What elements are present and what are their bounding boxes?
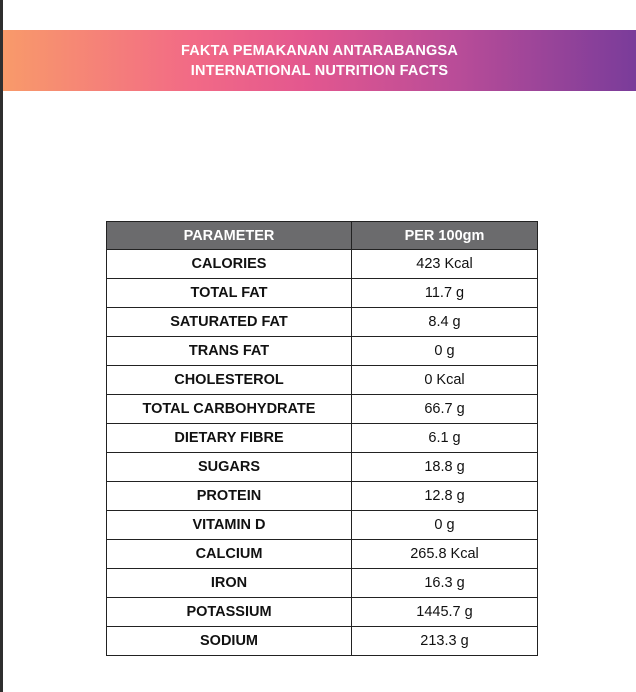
nutrition-banner bbox=[3, 30, 636, 91]
row-value: 213.3 g bbox=[352, 627, 538, 656]
row-value: 16.3 g bbox=[352, 569, 538, 598]
nutrition-table bbox=[106, 221, 538, 656]
column-header-per-100gm: PER 100gm bbox=[352, 222, 538, 250]
row-value: 0 g bbox=[352, 337, 538, 366]
row-parameter: POTASSIUM bbox=[107, 598, 352, 627]
column-header-parameter: PARAMETER bbox=[107, 222, 352, 250]
row-value: 11.7 g bbox=[352, 279, 538, 308]
table-row bbox=[107, 337, 538, 366]
table-row bbox=[107, 511, 538, 540]
row-parameter: VITAMIN D bbox=[107, 511, 352, 540]
row-parameter: SATURATED FAT bbox=[107, 308, 352, 337]
table-row bbox=[107, 250, 538, 279]
table-row bbox=[107, 569, 538, 598]
row-value: 12.8 g bbox=[352, 482, 538, 511]
table-row bbox=[107, 627, 538, 656]
table-header-row bbox=[107, 222, 538, 250]
table-row bbox=[107, 308, 538, 337]
row-value: 0 g bbox=[352, 511, 538, 540]
row-parameter: TOTAL FAT bbox=[107, 279, 352, 308]
table-row bbox=[107, 424, 538, 453]
row-value: 0 Kcal bbox=[352, 366, 538, 395]
row-parameter: TOTAL CARBOHYDRATE bbox=[107, 395, 352, 424]
row-parameter: PROTEIN bbox=[107, 482, 352, 511]
table-row bbox=[107, 366, 538, 395]
row-value: 18.8 g bbox=[352, 453, 538, 482]
row-value: 66.7 g bbox=[352, 395, 538, 424]
row-value: 423 Kcal bbox=[352, 250, 538, 279]
row-value: 8.4 g bbox=[352, 308, 538, 337]
page-left-edge bbox=[0, 0, 3, 692]
banner-title-english: INTERNATIONAL NUTRITION FACTS bbox=[190, 63, 449, 79]
top-strip bbox=[3, 0, 636, 30]
row-value: 6.1 g bbox=[352, 424, 538, 453]
table-row bbox=[107, 540, 538, 569]
row-parameter: CALCIUM bbox=[107, 540, 352, 569]
banner-title-malay: FAKTA PEMAKANAN ANTARABANGSA bbox=[180, 43, 459, 59]
row-parameter: SUGARS bbox=[107, 453, 352, 482]
row-parameter: DIETARY FIBRE bbox=[107, 424, 352, 453]
table-row bbox=[107, 482, 538, 511]
row-parameter: CALORIES bbox=[107, 250, 352, 279]
row-parameter: SODIUM bbox=[107, 627, 352, 656]
table-row bbox=[107, 598, 538, 627]
row-parameter: IRON bbox=[107, 569, 352, 598]
row-parameter: TRANS FAT bbox=[107, 337, 352, 366]
row-parameter: CHOLESTEROL bbox=[107, 366, 352, 395]
table-row bbox=[107, 395, 538, 424]
row-value: 265.8 Kcal bbox=[352, 540, 538, 569]
table-row bbox=[107, 279, 538, 308]
table-row bbox=[107, 453, 538, 482]
row-value: 1445.7 g bbox=[352, 598, 538, 627]
